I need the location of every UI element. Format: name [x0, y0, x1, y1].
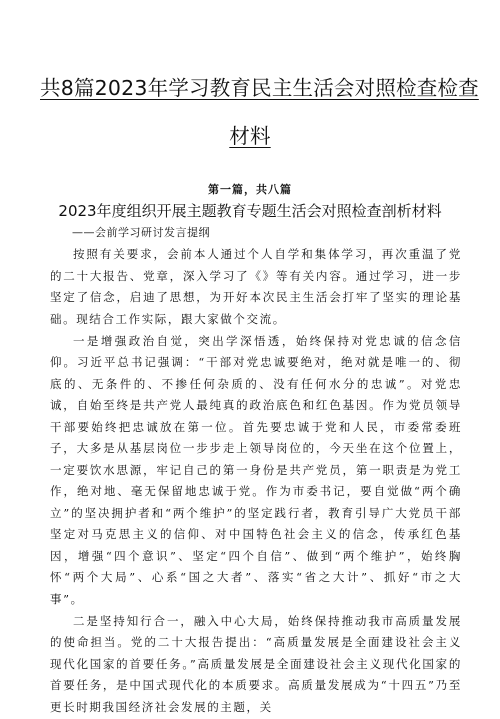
document-title-line-1: 共8篇2023年学习教育民主生活会对照检查检查	[40, 76, 479, 100]
article-title: 2023年度组织开展主题教育专题生活会对照检查剖析材料	[58, 202, 442, 220]
section-label: 第一篇，共八篇	[208, 183, 292, 196]
article-subtitle: ——会前学习研讨发言提纲	[72, 226, 210, 239]
document-title-line-2: 材料	[229, 124, 271, 148]
paragraph: 按照有关要求，会前本人通过个人自学和集体学习，再次重温了党的二十大报告、党章，深入学习了《》等有关内容。通过学习，进一步坚定了信念，启迪了思想，为开好本次民主生活会打牢了坚实的理论基础。现结合工作实际，跟大家做个交流。	[50, 247, 462, 326]
paragraph: 一是增强政治自觉，突出学深悟透，始终保持对党忠诚的信念信仰。习近平总书记强调：“干部对党忠诚要绝对，绝对就是唯一的、彻底的、无条件的、不掺任何杂质的、没有任何水分的忠诚”。对党忠诚，自始至终是共产党人最纯真的政治底色和红色基因。作为党员领导干部要始终把忠诚放在第一位。首先要忠诚于党和人民，市委常委班子，大多是从基层岗位一步步走上领导岗位的，今天坐在这个位置上，一定要饮水思源，牢记自己的第一身份是共产党员，第一职责是为党工作，绝对地、毫无保留地忠诚于党。作为市委书记，要自觉做“两个确立”的坚决拥护者和“两个维护”的坚定践行者，教育引导广大党员干部坚定对马克思主义的信仰、对中国特色社会主义的信念，传承红色基因，增强“四个意识”、坚定“四个自信”、做到“两个维护”，始终胸怀“两个大局”、心系“国之大者”、落实“省之大计”、抓好“市之大事”。	[50, 333, 462, 606]
body-text	[50, 244, 462, 719]
paragraph: 二是坚持知行合一，融入中心大局，始终保持推动我市高质量发展的使命担当。党的二十大报告提出：“高质量发展是全面建设社会主义现代化国家的首要任务。”高质量发展是全面建设社会主义现代化国家的首要任务，是中国式现代化的本质要求。高质量发展成为“十四五”乃至更长时期我国经济社会发展的主题，关	[50, 613, 462, 714]
